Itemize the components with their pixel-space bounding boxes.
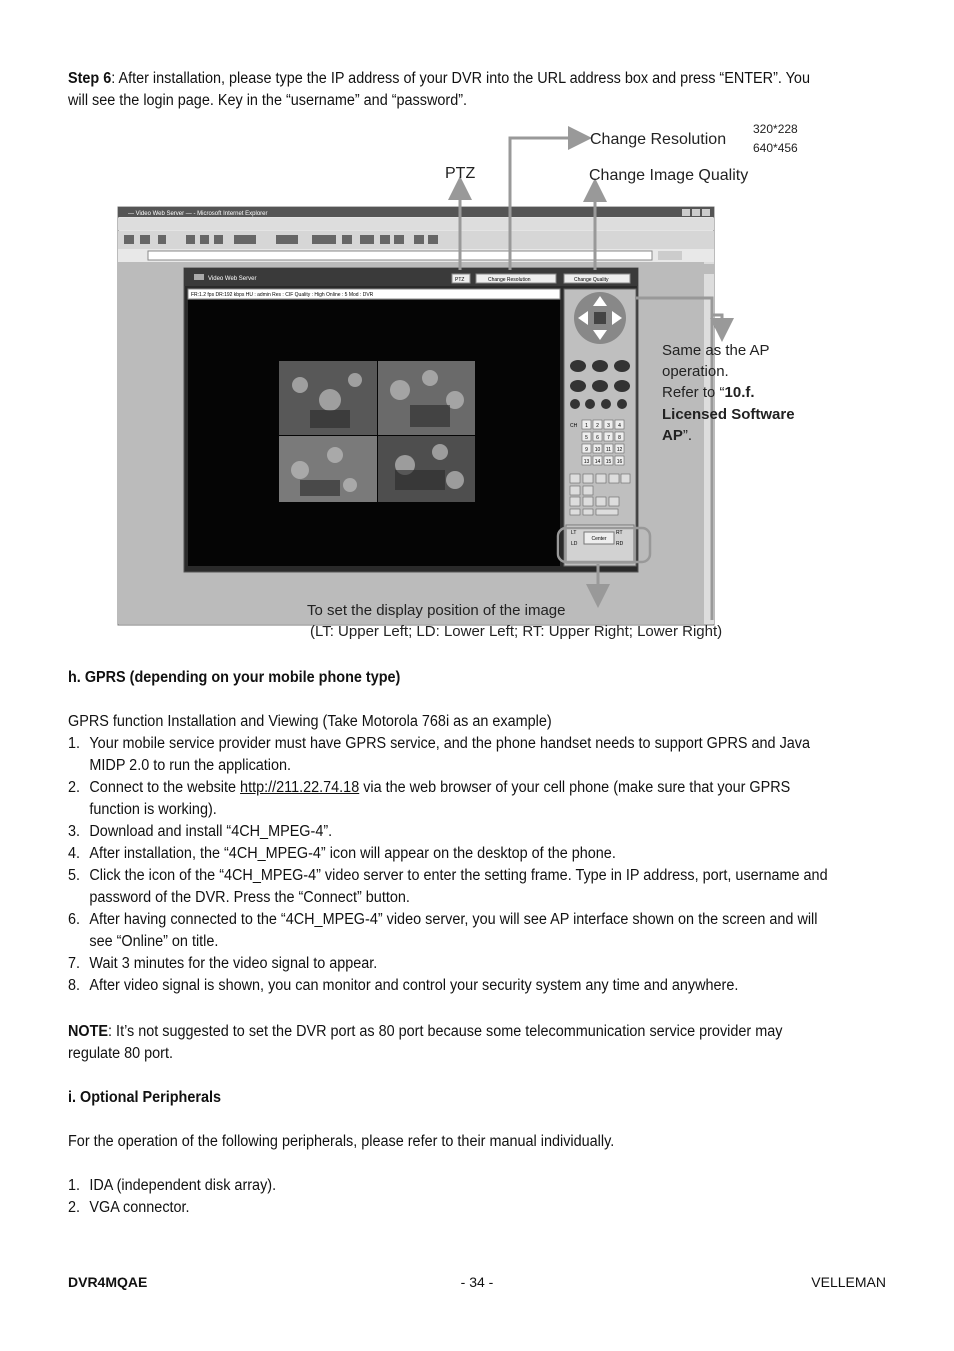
address-bar [148, 251, 652, 260]
svg-text:Change Quality: Change Quality [574, 277, 609, 283]
app-title: Video Web Server [208, 276, 257, 282]
footer-brand: VELLEMAN [811, 1274, 886, 1290]
record-icon [614, 380, 630, 392]
svg-text:14: 14 [594, 459, 601, 465]
ann-ptz: PTZ [445, 165, 476, 182]
section-h-title: h. GPRS (depending on your mobile phone type) [68, 669, 401, 686]
svg-text:10: 10 [594, 447, 601, 453]
section-h-list [68, 733, 831, 997]
menu-bar [118, 218, 714, 230]
svg-text:11: 11 [605, 447, 612, 453]
ann-display-2: (LT: Upper Left; LD: Lower Left; RT: Upper Right; Lower Right) [310, 623, 723, 640]
play-icon [592, 380, 608, 392]
list-item: 2. VGA connector. [68, 1199, 190, 1216]
svg-text:6: 6 [596, 435, 599, 441]
focus-icon [614, 360, 630, 372]
footer-model: DVR4MQAE [68, 1274, 148, 1290]
web-server-figure [0, 0, 954, 660]
svg-text:15: 15 [605, 459, 612, 465]
note-label: NOTE [68, 1023, 109, 1040]
ann-same-5: AP”. [662, 427, 693, 444]
list-item: 7. Wait 3 minutes for the video signal to appear. [68, 955, 378, 972]
pos-rd-button: RD [616, 541, 624, 547]
svg-text:16: 16 [616, 459, 623, 465]
svg-text:FR:1.2 fps DR:192 kbps HU :: FR:1.2 fps DR:192 kbps HU : admin Res : CIF Quality : High Online : 5 Mod : DVR [191, 292, 374, 298]
ptz-direction-pad[interactable] [574, 292, 626, 344]
stop-icon [570, 380, 586, 392]
step6-label: Step 6 [68, 70, 112, 87]
svg-text:12: 12 [616, 447, 623, 453]
svg-text:Center: Center [591, 536, 607, 542]
svg-text:9: 9 [585, 447, 588, 453]
svg-text:Change Resolution: Change Resolution [488, 277, 531, 283]
website-link[interactable]: http://211.22.74.18 [240, 779, 360, 796]
zoom-out-icon [592, 360, 608, 372]
ann-change-resolution: Change Resolution [590, 131, 727, 148]
pos-rt-button: RT [616, 530, 623, 536]
note-text: : It’s not suggested to set the DVR port as 80 port because some telecommunication service provider may regulate 80 port. [68, 1023, 783, 1062]
svg-text:4: 4 [618, 423, 621, 429]
svg-text:PTZ: PTZ [455, 277, 465, 283]
camera-quad-view [279, 361, 475, 502]
ann-same-3: Refer to “10.f. [662, 384, 755, 401]
ann-same-4: Licensed Software [662, 406, 795, 423]
list-item: 1. IDA (independent disk array). [68, 1177, 277, 1194]
ann-res-640: 640*456 [753, 141, 798, 155]
step6-text: : After installation, please type the IP address of your DVR into the URL address box and press “ENTER”. You will see the login page. Key in the “username” and “password”. [68, 70, 810, 109]
browser-title: — Video Web Server — - Microsoft Internet Explorer [128, 211, 268, 217]
svg-text:13: 13 [583, 459, 590, 465]
ann-same-1: Same as the AP [662, 342, 770, 359]
section-i-list [68, 1175, 831, 1219]
list-item: 4. After installation, the “4CH_MPEG-4” icon will appear on the desktop of the phone. [68, 845, 616, 862]
ann-change-quality: Change Image Quality [589, 167, 749, 184]
svg-text:7: 7 [607, 435, 610, 441]
pos-ld-button: LD [571, 541, 578, 547]
section-h-intro: GPRS function Installation and Viewing (Take Motorola 768i as an example) [68, 713, 552, 730]
note-paragraph [68, 1021, 831, 1065]
pos-lt-button: LT [571, 530, 577, 536]
list-item: 6. After having connected to the “4CH_MPEG-4” video server, you will see AP interface shown on the screen and will see “Online” on title. [68, 911, 818, 950]
section-i-title: i. Optional Peripherals [68, 1089, 221, 1106]
zoom-in-icon [570, 360, 586, 372]
list-item: 5. Click the icon of the “4CH_MPEG-4” video server to enter the setting frame. Type in IP address, port, username and password of the DVR. Press the “Connect” button. [68, 867, 828, 906]
list-item: 3. Download and install “4CH_MPEG-4”. [68, 823, 333, 840]
ann-display-1: To set the display position of the image [307, 602, 566, 619]
section-i-intro: For the operation of the following peripherals, please refer to their manual individually. [68, 1133, 615, 1150]
svg-text:8: 8 [618, 435, 621, 441]
svg-text:1: 1 [585, 423, 588, 429]
ann-same-2: operation. [662, 363, 729, 380]
svg-text:2: 2 [596, 423, 599, 429]
svg-text:3: 3 [607, 423, 610, 429]
list-item: 2. Connect to the website http://211.22.74.18 via the web browser of your cell phone (make sure that your GPRS function is working). [68, 779, 791, 818]
list-item: 1. Your mobile service provider must have GPRS service, and the phone handset needs to support GPRS and Java MIDP 2.0 to run the application. [68, 735, 811, 774]
svg-text:5: 5 [585, 435, 588, 441]
footer-page-number: - 34 - [460, 1274, 494, 1290]
list-item: 8. After video signal is shown, you can monitor and control your security system any time and anywhere. [68, 977, 739, 994]
ann-res-320: 320*228 [753, 122, 798, 136]
svg-text:CH: CH [570, 423, 578, 429]
